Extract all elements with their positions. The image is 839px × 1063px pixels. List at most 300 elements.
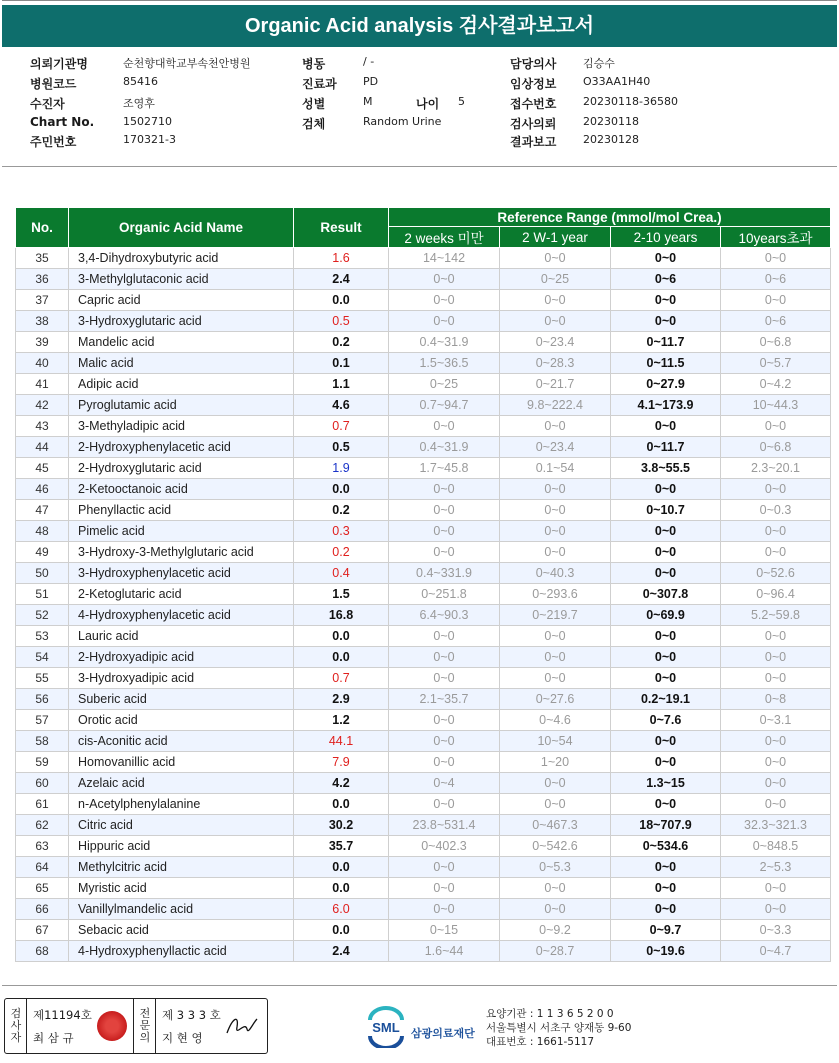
acid-name: Orotic acid <box>69 710 294 731</box>
specimen-label: 검체 <box>302 117 326 131</box>
ref-range-adult: 0~0.3 <box>721 500 831 521</box>
org-name: 삼광의료재단 <box>411 1027 475 1040</box>
result-value: 0.0 <box>294 794 389 815</box>
ref-range-neonate: 0~0 <box>389 668 500 689</box>
table-row <box>16 773 831 794</box>
ref-range-neonate: 0~0 <box>389 269 500 290</box>
ref-range-adult: 0~0 <box>721 668 831 689</box>
ward-value: / - <box>363 55 375 68</box>
divider <box>133 999 134 1053</box>
result-value: 0.0 <box>294 290 389 311</box>
contact-line: 대표번호 : 1661-5117 <box>486 1036 595 1048</box>
acid-name: Adipic acid <box>69 374 294 395</box>
ref-range-child: 0~0 <box>611 647 721 668</box>
col-no-header: No. <box>16 208 69 248</box>
ref-range-child: 0~10.7 <box>611 500 721 521</box>
ref-range-neonate: 1.5~36.5 <box>389 353 500 374</box>
ref-col-header: 2 W-1 year <box>500 227 611 248</box>
ref-range-infant: 0~219.7 <box>500 605 611 626</box>
acid-name: Capric acid <box>69 290 294 311</box>
ref-range-infant: 0~23.4 <box>500 437 611 458</box>
ref-range-child: 0~307.8 <box>611 584 721 605</box>
ref-range-child: 18~707.9 <box>611 815 721 836</box>
ref-range-adult: 0~52.6 <box>721 563 831 584</box>
contact-line: 요양기관 : 1 1 3 6 5 2 0 0 <box>486 1008 614 1020</box>
ref-range-adult: 5.2~59.8 <box>721 605 831 626</box>
ref-range-adult: 0~0 <box>721 521 831 542</box>
ref-range-neonate: 0~0 <box>389 710 500 731</box>
ref-range-infant: 0~0 <box>500 500 611 521</box>
row-number: 57 <box>16 710 69 731</box>
acid-name: Lauric acid <box>69 626 294 647</box>
acid-name: Methylcitric acid <box>69 857 294 878</box>
divider <box>2 985 837 986</box>
ref-range-child: 0~0 <box>611 668 721 689</box>
signature-box <box>4 998 268 1054</box>
row-number: 40 <box>16 353 69 374</box>
table-row <box>16 878 831 899</box>
row-number: 43 <box>16 416 69 437</box>
ref-range-child: 3.8~55.5 <box>611 458 721 479</box>
acid-name: 2-Hydroxyadipic acid <box>69 647 294 668</box>
row-number: 38 <box>16 311 69 332</box>
result-value: 35.7 <box>294 836 389 857</box>
doctor-label: 담당의사 <box>510 57 557 71</box>
ref-range-infant: 0~0 <box>500 878 611 899</box>
ref-range-infant: 0~4.6 <box>500 710 611 731</box>
patient-info <box>30 55 830 155</box>
row-number: 67 <box>16 920 69 941</box>
result-value: 0.0 <box>294 857 389 878</box>
examiner-license: 제11194호 <box>33 1008 92 1022</box>
table-row <box>16 836 831 857</box>
ref-range-adult: 2~5.3 <box>721 857 831 878</box>
ref-range-child: 0~0 <box>611 878 721 899</box>
row-number: 35 <box>16 248 69 269</box>
collector-value: 조영후 <box>123 97 155 110</box>
contact-line: 서울특별시 서초구 양재동 9-60 <box>486 1022 632 1034</box>
acid-name: 3-Hydroxy-3-Methylglutaric acid <box>69 542 294 563</box>
result-value: 44.1 <box>294 731 389 752</box>
ref-range-infant: 0~542.6 <box>500 836 611 857</box>
ref-range-child: 0~11.5 <box>611 353 721 374</box>
ref-range-infant: 0~0 <box>500 668 611 689</box>
acid-name: Malic acid <box>69 353 294 374</box>
ref-range-neonate: 0~15 <box>389 920 500 941</box>
ref-range-neonate: 0~4 <box>389 773 500 794</box>
divider <box>26 999 27 1053</box>
ref-range-child: 0~534.6 <box>611 836 721 857</box>
chart-value: 1502710 <box>123 115 172 128</box>
result-value: 0.5 <box>294 311 389 332</box>
results-table <box>15 207 831 962</box>
ref-range-neonate: 0~0 <box>389 521 500 542</box>
dept-value: PD <box>363 75 379 88</box>
doctor-value: 김승수 <box>583 57 615 70</box>
ref-range-child: 0~27.9 <box>611 374 721 395</box>
row-number: 58 <box>16 731 69 752</box>
result-value: 0.7 <box>294 668 389 689</box>
table-row <box>16 395 831 416</box>
divider <box>155 999 156 1053</box>
ref-range-child: 0~0 <box>611 857 721 878</box>
ref-range-infant: 0~293.6 <box>500 584 611 605</box>
table-row <box>16 521 831 542</box>
ref-range-child: 0~0 <box>611 416 721 437</box>
ref-range-neonate: 1.7~45.8 <box>389 458 500 479</box>
acid-name: Pimelic acid <box>69 521 294 542</box>
acid-name: Citric acid <box>69 815 294 836</box>
row-number: 44 <box>16 437 69 458</box>
row-number: 49 <box>16 542 69 563</box>
acid-name: 3-Hydroxyphenylacetic acid <box>69 563 294 584</box>
ref-range-neonate: 0~0 <box>389 500 500 521</box>
acid-name: Myristic acid <box>69 878 294 899</box>
result-value: 0.4 <box>294 563 389 584</box>
chart-label: Chart No. <box>30 115 95 129</box>
ref-col-header: 2 weeks 미만 <box>389 227 500 248</box>
ref-range-adult: 2.3~20.1 <box>721 458 831 479</box>
ref-range-adult: 0~0 <box>721 248 831 269</box>
ref-range-child: 0~0 <box>611 794 721 815</box>
report-date-label: 결과보고 <box>510 135 557 149</box>
row-number: 66 <box>16 899 69 920</box>
sex-value: M <box>363 95 373 108</box>
ref-range-infant: 0~9.2 <box>500 920 611 941</box>
row-number: 37 <box>16 290 69 311</box>
row-number: 48 <box>16 521 69 542</box>
table-row <box>16 710 831 731</box>
result-value: 7.9 <box>294 752 389 773</box>
ref-range-child: 0~0 <box>611 521 721 542</box>
seal-stamp <box>97 1011 127 1041</box>
logo-mark-text: SML <box>372 1020 400 1035</box>
ref-range-adult: 0~0 <box>721 542 831 563</box>
ref-range-neonate: 6.4~90.3 <box>389 605 500 626</box>
row-number: 36 <box>16 269 69 290</box>
ward-label: 병동 <box>302 57 326 71</box>
row-number: 55 <box>16 668 69 689</box>
ref-range-infant: 0~0 <box>500 290 611 311</box>
result-value: 0.5 <box>294 437 389 458</box>
ref-range-neonate: 0~0 <box>389 878 500 899</box>
acid-name: 3,4-Dihydroxybutyric acid <box>69 248 294 269</box>
table-row <box>16 374 831 395</box>
row-number: 41 <box>16 374 69 395</box>
result-value: 0.7 <box>294 416 389 437</box>
ref-range-adult: 0~0 <box>721 794 831 815</box>
ref-range-neonate: 23.8~531.4 <box>389 815 500 836</box>
acid-name: 3-Methylglutaconic acid <box>69 269 294 290</box>
divider <box>2 166 837 167</box>
ref-range-neonate: 0~0 <box>389 626 500 647</box>
acid-name: cis-Aconitic acid <box>69 731 294 752</box>
ref-range-child: 0.2~19.1 <box>611 689 721 710</box>
ref-range-adult: 0~0 <box>721 290 831 311</box>
rrn-value: 170321-3 <box>123 133 176 146</box>
row-number: 62 <box>16 815 69 836</box>
receipt-value: 20230118-36580 <box>583 95 678 108</box>
table-row <box>16 605 831 626</box>
ref-range-adult: 0~0 <box>721 878 831 899</box>
ref-range-adult: 0~3.1 <box>721 710 831 731</box>
result-value: 0.2 <box>294 542 389 563</box>
table-row <box>16 731 831 752</box>
table-row <box>16 248 831 269</box>
ref-range-child: 0~0 <box>611 542 721 563</box>
ref-range-adult: 0~848.5 <box>721 836 831 857</box>
ref-range-infant: 0~0 <box>500 794 611 815</box>
ref-range-adult: 0~0 <box>721 479 831 500</box>
ref-range-infant: 0~40.3 <box>500 563 611 584</box>
report-date-value: 20230128 <box>583 133 639 146</box>
ref-range-infant: 0~28.7 <box>500 941 611 962</box>
ref-range-child: 0~0 <box>611 311 721 332</box>
col-result-header: Result <box>294 208 389 248</box>
acid-name: 4-Hydroxyphenylacetic acid <box>69 605 294 626</box>
ref-range-child: 0~0 <box>611 731 721 752</box>
ref-range-adult: 0~0 <box>721 773 831 794</box>
rrn-label: 주민번호 <box>30 135 77 149</box>
ref-range-infant: 0~0 <box>500 773 611 794</box>
ref-range-neonate: 0~0 <box>389 416 500 437</box>
result-value: 2.9 <box>294 689 389 710</box>
row-number: 50 <box>16 563 69 584</box>
ref-range-infant: 9.8~222.4 <box>500 395 611 416</box>
row-number: 59 <box>16 752 69 773</box>
specialist-license: 제 3 3 3 호 <box>162 1008 221 1022</box>
ref-range-neonate: 0.7~94.7 <box>389 395 500 416</box>
acid-name: 2-Ketooctanoic acid <box>69 479 294 500</box>
ref-range-neonate: 0~0 <box>389 311 500 332</box>
acid-name: 3-Hydroxyadipic acid <box>69 668 294 689</box>
ref-range-infant: 0~28.3 <box>500 353 611 374</box>
result-value: 0.2 <box>294 500 389 521</box>
ref-range-infant: 0~23.4 <box>500 332 611 353</box>
ref-range-child: 4.1~173.9 <box>611 395 721 416</box>
clinical-label: 임상정보 <box>510 77 557 91</box>
result-value: 30.2 <box>294 815 389 836</box>
acid-name: 2-Hydroxyglutaric acid <box>69 458 294 479</box>
ref-range-adult: 0~0 <box>721 626 831 647</box>
table-row <box>16 458 831 479</box>
result-value: 2.4 <box>294 269 389 290</box>
acid-name: 3-Hydroxyglutaric acid <box>69 311 294 332</box>
ref-range-neonate: 0~0 <box>389 647 500 668</box>
result-value: 0.0 <box>294 626 389 647</box>
contact-info <box>486 1007 631 1049</box>
ref-range-child: 0~0 <box>611 290 721 311</box>
examiner-vlabel: 검 사 자 <box>10 1007 22 1044</box>
result-value: 2.4 <box>294 941 389 962</box>
acid-name: 2-Hydroxyphenylacetic acid <box>69 437 294 458</box>
ref-range-adult: 32.3~321.3 <box>721 815 831 836</box>
table-row <box>16 794 831 815</box>
row-number: 68 <box>16 941 69 962</box>
ref-range-child: 0~7.6 <box>611 710 721 731</box>
result-value: 1.5 <box>294 584 389 605</box>
acid-name: n-Acetylphenylalanine <box>69 794 294 815</box>
examiner-name: 최 삼 규 <box>33 1031 74 1045</box>
ref-range-child: 0~0 <box>611 248 721 269</box>
ref-range-neonate: 0~402.3 <box>389 836 500 857</box>
result-value: 1.6 <box>294 248 389 269</box>
ref-range-infant: 0~467.3 <box>500 815 611 836</box>
report-title: Organic Acid analysis 검사결과보고서 <box>2 5 837 47</box>
ref-range-adult: 0~6.8 <box>721 437 831 458</box>
age-label: 나이 <box>416 97 440 111</box>
ref-range-adult: 0~0 <box>721 752 831 773</box>
ref-range-neonate: 0~25 <box>389 374 500 395</box>
ref-range-infant: 0~0 <box>500 248 611 269</box>
ref-range-infant: 0~0 <box>500 521 611 542</box>
ref-range-neonate: 0~251.8 <box>389 584 500 605</box>
ref-range-infant: 0~0 <box>500 416 611 437</box>
table-row <box>16 647 831 668</box>
table-row <box>16 353 831 374</box>
hospital-value: 순천향대학교부속천안병원 <box>123 57 251 70</box>
table-row <box>16 941 831 962</box>
ref-range-neonate: 0~0 <box>389 479 500 500</box>
result-value: 1.1 <box>294 374 389 395</box>
row-number: 45 <box>16 458 69 479</box>
signature-icon <box>223 1013 261 1041</box>
ref-range-child: 0~0 <box>611 626 721 647</box>
ref-range-infant: 0~27.6 <box>500 689 611 710</box>
ref-range-neonate: 2.1~35.7 <box>389 689 500 710</box>
result-value: 0.1 <box>294 353 389 374</box>
request-label: 검사의뢰 <box>510 117 557 131</box>
table-row <box>16 500 831 521</box>
footer <box>4 998 839 1060</box>
ref-range-infant: 0~25 <box>500 269 611 290</box>
specialist-name: 지 현 영 <box>162 1031 203 1045</box>
ref-range-child: 0~19.6 <box>611 941 721 962</box>
acid-name: Hippuric acid <box>69 836 294 857</box>
dept-label: 진료과 <box>302 77 337 91</box>
ref-range-child: 0~69.9 <box>611 605 721 626</box>
receipt-label: 접수번호 <box>510 97 557 111</box>
row-number: 56 <box>16 689 69 710</box>
ref-range-child: 0~0 <box>611 563 721 584</box>
ref-range-neonate: 0~0 <box>389 794 500 815</box>
ref-range-neonate: 0.4~31.9 <box>389 437 500 458</box>
row-number: 52 <box>16 605 69 626</box>
acid-name: Sebacic acid <box>69 920 294 941</box>
col-name-header: Organic Acid Name <box>69 208 294 248</box>
ref-range-infant: 1~20 <box>500 752 611 773</box>
ref-range-adult: 0~0 <box>721 647 831 668</box>
ref-range-infant: 0.1~54 <box>500 458 611 479</box>
ref-range-child: 0~0 <box>611 899 721 920</box>
ref-range-infant: 10~54 <box>500 731 611 752</box>
table-row <box>16 857 831 878</box>
table-row <box>16 626 831 647</box>
result-value: 0.0 <box>294 878 389 899</box>
ref-range-neonate: 0.4~331.9 <box>389 563 500 584</box>
table-row <box>16 920 831 941</box>
table-row <box>16 563 831 584</box>
ref-range-adult: 0~6 <box>721 269 831 290</box>
table-row <box>16 311 831 332</box>
table-row <box>16 815 831 836</box>
table-row <box>16 416 831 437</box>
row-number: 47 <box>16 500 69 521</box>
ref-range-adult: 0~96.4 <box>721 584 831 605</box>
acid-name: Phenyllactic acid <box>69 500 294 521</box>
result-value: 16.8 <box>294 605 389 626</box>
row-number: 42 <box>16 395 69 416</box>
table-row <box>16 584 831 605</box>
ref-col-header: 10years초과 <box>721 227 831 248</box>
table-row <box>16 752 831 773</box>
ref-range-child: 0~11.7 <box>611 437 721 458</box>
row-number: 63 <box>16 836 69 857</box>
acid-name: Vanillylmandelic acid <box>69 899 294 920</box>
ref-range-neonate: 0~0 <box>389 899 500 920</box>
ref-range-child: 0~6 <box>611 269 721 290</box>
ref-range-adult: 0~0 <box>721 899 831 920</box>
table-row <box>16 479 831 500</box>
ref-range-infant: 0~5.3 <box>500 857 611 878</box>
row-number: 61 <box>16 794 69 815</box>
ref-range-infant: 0~0 <box>500 626 611 647</box>
row-number: 39 <box>16 332 69 353</box>
results-body <box>16 248 831 962</box>
hospital-label: 의뢰기관명 <box>30 57 88 71</box>
ref-range-adult: 0~8 <box>721 689 831 710</box>
col-ref-header: Reference Range (mmol/mol Crea.) <box>389 208 831 227</box>
acid-name: Mandelic acid <box>69 332 294 353</box>
ref-range-child: 0~0 <box>611 752 721 773</box>
acid-name: Suberic acid <box>69 689 294 710</box>
row-number: 54 <box>16 647 69 668</box>
specialist-vlabel: 전 문 의 <box>139 1007 151 1044</box>
ref-range-neonate: 0~0 <box>389 857 500 878</box>
result-value: 0.0 <box>294 920 389 941</box>
ref-range-infant: 0~0 <box>500 542 611 563</box>
ref-range-adult: 0~0 <box>721 416 831 437</box>
ref-range-adult: 0~3.3 <box>721 920 831 941</box>
ref-range-neonate: 0~0 <box>389 731 500 752</box>
result-value: 6.0 <box>294 899 389 920</box>
row-number: 60 <box>16 773 69 794</box>
ref-range-adult: 0~6.8 <box>721 332 831 353</box>
acid-name: 4-Hydroxyphenyllactic acid <box>69 941 294 962</box>
ref-range-neonate: 0~0 <box>389 752 500 773</box>
specimen-value: Random Urine <box>363 115 442 128</box>
table-row <box>16 269 831 290</box>
ref-range-neonate: 0~0 <box>389 542 500 563</box>
ref-range-neonate: 14~142 <box>389 248 500 269</box>
result-value: 0.0 <box>294 479 389 500</box>
table-row <box>16 290 831 311</box>
ref-range-infant: 0~0 <box>500 479 611 500</box>
ref-range-neonate: 1.6~44 <box>389 941 500 962</box>
ref-range-child: 1.3~15 <box>611 773 721 794</box>
result-value: 0.2 <box>294 332 389 353</box>
collector-label: 수진자 <box>30 97 65 111</box>
ref-range-child: 0~0 <box>611 479 721 500</box>
result-value: 0.0 <box>294 647 389 668</box>
acid-name: 3-Methyladipic acid <box>69 416 294 437</box>
acid-name: Azelaic acid <box>69 773 294 794</box>
ref-range-neonate: 0.4~31.9 <box>389 332 500 353</box>
ref-range-adult: 10~44.3 <box>721 395 831 416</box>
row-number: 65 <box>16 878 69 899</box>
request-value: 20230118 <box>583 115 639 128</box>
acid-name: Homovanillic acid <box>69 752 294 773</box>
